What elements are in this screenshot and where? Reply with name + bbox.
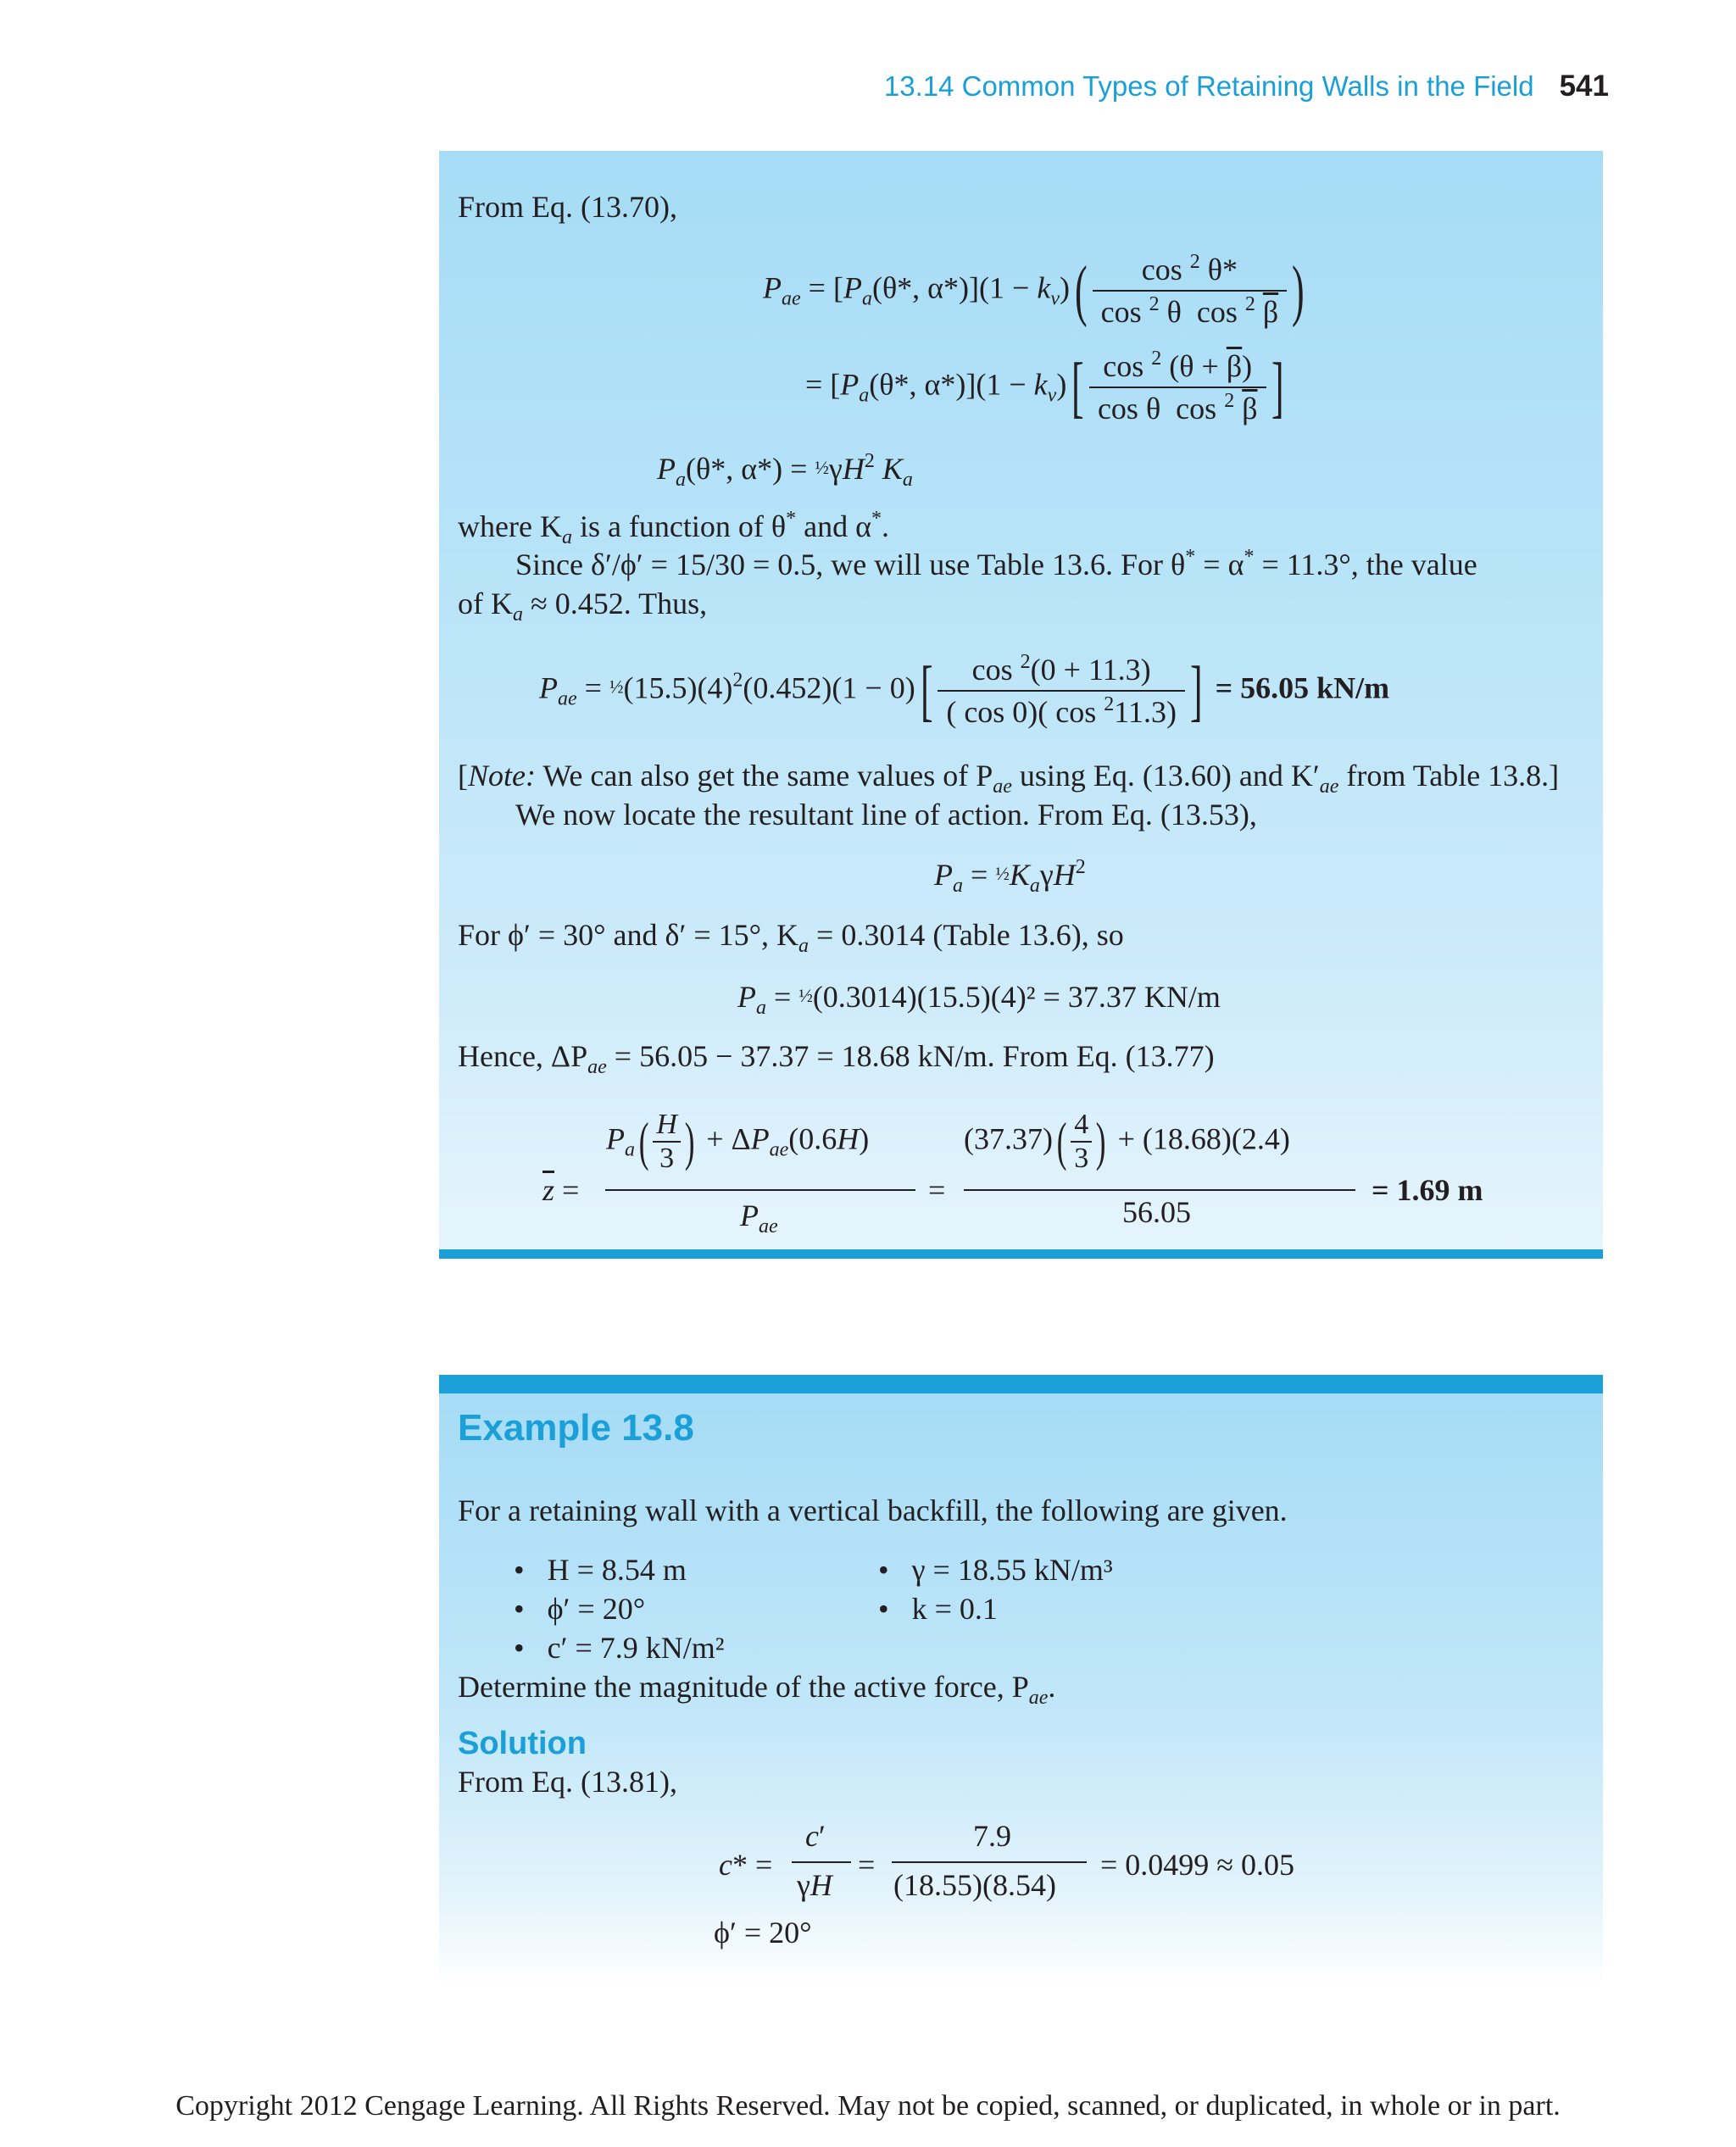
section-title: 13.14 Common Types of Retaining Walls in the Field (883, 70, 1534, 102)
pae-equation-line1: $P_{ae} = [P_a(\theta*$, $\alpha*)](1 - k_v)$( $\frac{\cos ^2 \theta*}{\cos ^2 \theta \cos ^2 \overline{\beta}}$ ) (763, 251, 1305, 329)
pa-theta-alpha-equation: $P_a(\theta*$, $\alpha*) = \frac{1}{2}\gamma H^2$ $K_a$ (657, 450, 913, 491)
given-item: • γ = 18.55 kN/m³ (878, 1553, 1113, 1587)
running-header (884, 70, 1609, 103)
locate-line: We now locate the resultant line of action. From Eq. (13.53), (515, 798, 1257, 832)
pae-equation-line2: = [$P_a(\theta*$, $\alpha*)](1 - k_v)$[ $\frac{\cos ^2 (\theta + \overline{\beta})}{\cos \theta \cos ^2 \overline{\beta}}$ ] (805, 348, 1284, 426)
solution-title: Solution (458, 1726, 587, 1761)
c-fraction-bar (792, 1861, 851, 1863)
given-item: • c′ = 7.9 kN/m² (514, 1631, 725, 1665)
zbar-right-numerator: (37.37)( $\frac{4}{3}$ ) + (18.68)(2.4) (964, 1109, 1290, 1174)
gamma-h-denominator: γH (797, 1868, 832, 1902)
hence-line: Hence, $\Delta P_{ae} = 56.05 - 37.37 = 18.68$ kN/m. From Eq. (13.77) (458, 1039, 1215, 1078)
c-prime-numerator: c′ (805, 1819, 826, 1853)
c-numeric-fraction-bar (892, 1861, 1087, 1863)
c-numeric-denominator: (18.55)(8.54) (893, 1868, 1056, 1902)
given-item: • H = 8.54 m (514, 1553, 687, 1587)
solution-from-eq: From Eq. (13.81), (458, 1765, 677, 1799)
zbar-left-denominator: $P_{ae}$ (740, 1199, 778, 1238)
zbar-symbol: $\overline{z}$ = (542, 1173, 580, 1207)
c-equals: = (858, 1848, 876, 1882)
example-top-rule (439, 1375, 1603, 1393)
pae-result: = 56.05 kN/m (1215, 670, 1390, 705)
pa-numeric-equation: $P_a$ = ½(0.3014)(15.5)(4)² = 37.37 KN/m (737, 980, 1221, 1019)
from-eq-text: From Eq. (13.70), (458, 190, 677, 224)
zbar-left-numerator: $P_a$( $\frac{H}{3}$ ) + $\Delta P_{ae}(0.6H)$ (606, 1109, 870, 1174)
ka-value-line: of $K_a \approx 0.452$. Thus, (458, 587, 708, 626)
page-number: 541 (1559, 70, 1609, 103)
given-item: • ϕ′ = 20° (514, 1592, 646, 1626)
phi-line: ϕ′ = 20° (714, 1916, 812, 1950)
pa-formula: $P_a$ = $\frac{1}{2}K_a\gamma H^2$ (934, 856, 1086, 897)
pae-numeric-equation: $P_{ae}$ = $\frac{1}{2}(15.5)(4)^2(0.452)(1 - 0)$[ $\frac{\cos ^2(0 + 11.3)}{( \cos 0)( \cos ^211.3)}$ ] = 56.05 kN/m (539, 651, 1390, 729)
copyright-footer: Copyright 2012 Cengage Learning. All Rights Reserved. May not be copied, scanned, or duplicated, in whole or in part. (175, 2090, 1561, 2122)
given-item: • k = 0.1 (878, 1592, 998, 1626)
zbar-right-denominator: 56.05 (1122, 1195, 1191, 1229)
example-intro: For a retaining wall with a vertical backfill, the following are given. (458, 1493, 1288, 1527)
zbar-equals: = (928, 1173, 946, 1207)
c-star-symbol: c* = (719, 1848, 773, 1882)
box-bottom-rule (439, 1249, 1603, 1259)
zbar-right-fraction-bar (964, 1189, 1355, 1191)
note-line: [Note: We can also get the same values of $P_{ae}$ using Eq. (13.60) and $K'_{ae}$ from Table 13.8.] (458, 759, 1560, 798)
c-numeric-numerator: 7.9 (973, 1819, 1011, 1853)
example-title: Example 13.8 (458, 1407, 694, 1449)
zbar-left-fraction-bar (605, 1189, 915, 1191)
zbar-result: = 1.69 m (1372, 1173, 1483, 1207)
for-phi-line: For ϕ′ = 30° and δ′ = 15°, $K_a = 0.3014$ (Table 13.6), so (458, 918, 1124, 957)
determine-line: Determine the magnitude of the active force, $P_{ae}$. (458, 1670, 1056, 1709)
since-line: Since δ′/ϕ′ = 15/30 = 0.5, we will use Table 13.6. For θ* = α* = 11.3°, the value (515, 546, 1477, 581)
where-line: where $K_a$ is a function of θ* and α*. (458, 508, 889, 548)
c-star-result: = 0.0499 ≈ 0.05 (1100, 1848, 1295, 1882)
